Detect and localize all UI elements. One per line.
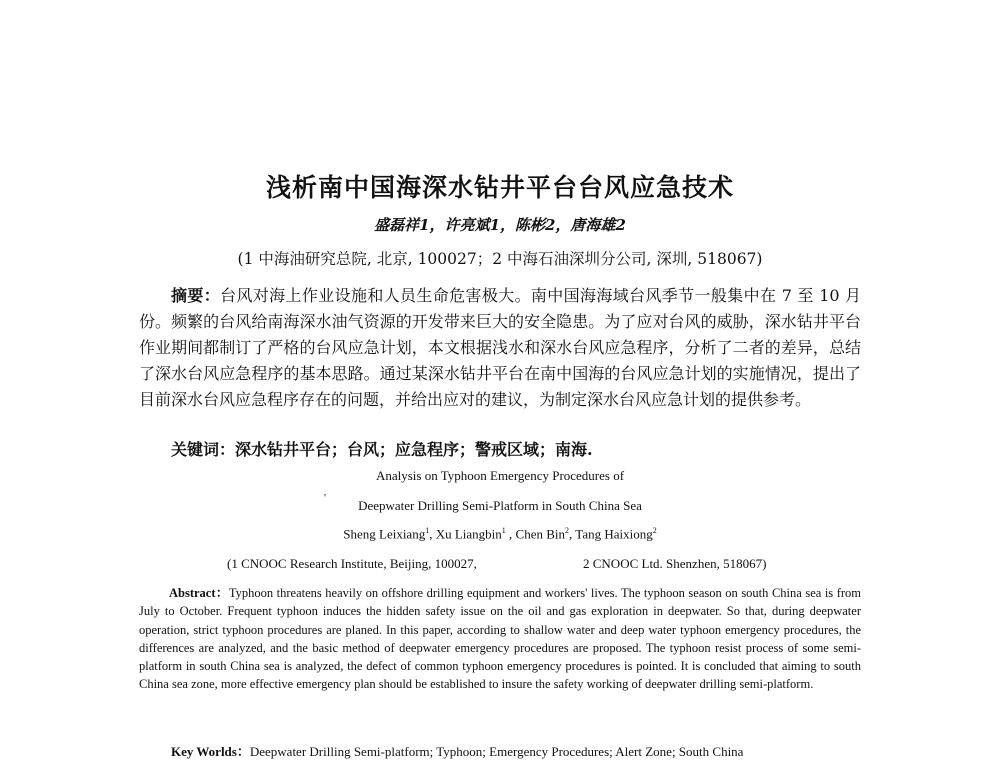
- chinese-abstract-text: 台风对海上作业设施和人员生命危害极大。南中国海海域台风季节一般集中在 7 至 10 月份。频繁的台风给南海深水油气资源的开发带来巨大的安全隐患。为了应对台风的威胁，深水钻井平台作业期间都制订了严格的台风应急计划，本文根据浅水和深水台风应急程序，分析了二者的差异，总结了深水台风应急程序的基本思路。通过某深水钻井平台在南中国海的台风应急计划的实施情况，提出了目前深水台风应急程序存在的问题，并给出应对的建议，为制定深水台风应急计划的提供参考。: [139, 286, 861, 409]
- english-authors: Sheng Leixiang$^1$, Xu Liangbin$^1$ , Chen Bin$^2$, Tang Haixiong$^2$: [343, 526, 657, 542]
- english-keywords-text: Deepwater Drilling Semi-platform; Typhoon; Emergency Procedures; Alert Zone; South China: [249, 744, 744, 759]
- english-affiliation-2: 2 CNOOC Ltd. Shenzhen, 518067): [583, 556, 767, 571]
- chinese-keywords: [171, 437, 593, 460]
- english-keywords: [171, 741, 743, 760]
- author-2: Xu Liangbin: [435, 526, 502, 542]
- chinese-title: 浅析南中国海深水钻井平台台风应急技术: [265, 173, 734, 202]
- english-abstract-label: Abstract：: [169, 586, 229, 600]
- author-4: Tang Haixiong: [575, 526, 653, 542]
- english-abstract-text: Typhoon threatens heavily on offshore drilling equipment and workers' lives. The typhoon season on south China sea is from July to October. Frequent typhoon induces the hidden safety issue on the oil and gas exploration in deepwater. So that, during deepwater operation, strict typhoon procedures are planed. In this paper, according to shallow water and deep water typhoon emergency procedures, the differences are analyzed, and the basic method of deepwater emergency procedures are proposed. The typhoon resist process of some semi-platform in south China sea is analyzed, the defect of common typhoon emergency procedures is pointed. It is concluded that aiming to south China sea zone, more effective emergency plan should be established to insure the safety working of deepwater drilling semi-platform.: [139, 586, 862, 692]
- chinese-abstract: [139, 283, 861, 413]
- english-affiliation-1: (1 CNOOC Research Institute, Beijing, 100027,: [227, 556, 477, 571]
- stray-tick-mark: ': [324, 492, 326, 504]
- english-title-line-1: Analysis on Typhoon Emergency Procedures of: [375, 468, 625, 483]
- author-1: Sheng Leixiang: [343, 526, 426, 542]
- english-keywords-label: Key Worlds：: [171, 744, 250, 759]
- author-1-affil: 1: [425, 526, 430, 535]
- author-4-affil: 2: [652, 526, 657, 535]
- chinese-abstract-label: 摘要：: [171, 286, 221, 305]
- chinese-authors: 盛磊祥1，许亮斌1，陈彬2，唐海雄2: [374, 216, 626, 234]
- chinese-affiliation: (1 中海油研究总院, 北京, 100027；2 中海石油深圳分公司, 深圳, 518067): [237, 250, 763, 268]
- chinese-keywords-label: 关键词：: [171, 440, 236, 459]
- author-3: Chen Bin: [515, 526, 566, 542]
- english-abstract: [139, 584, 861, 694]
- chinese-keywords-text: 深水钻井平台；台风；应急程序；警戒区域；南海.: [235, 440, 593, 459]
- english-title-line-2: Deepwater Drilling Semi-Platform in South China Sea: [358, 498, 642, 513]
- author-3-affil: 2: [565, 526, 570, 535]
- author-2-affil: 1: [501, 526, 506, 535]
